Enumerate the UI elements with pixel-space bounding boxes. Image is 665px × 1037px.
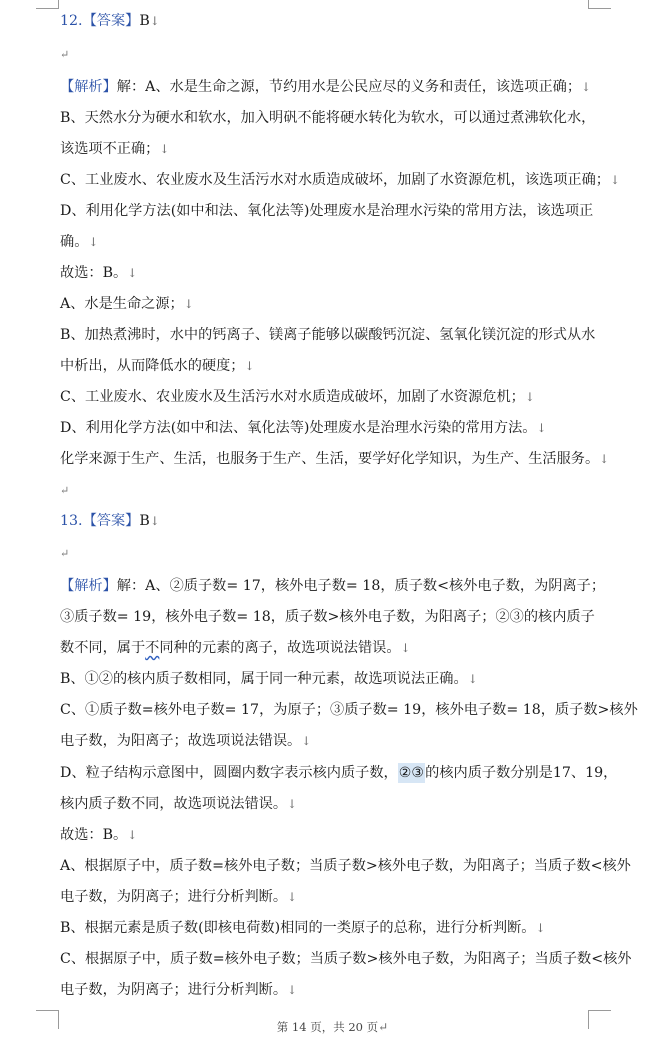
q12-text-line: 中析出，从而降低水的硬度；↓ bbox=[60, 358, 255, 374]
empty-paragraph-mark: ↵ bbox=[60, 48, 70, 61]
q13-text-line: B、根据元素是质子数(即核电荷数)相同的一类原子的总称，进行分析判断。↓ bbox=[60, 920, 546, 936]
q13-text-line: C、①质子数=核外电子数= 17，为原子；③质子数= 19，核外电子数= 18，质子数>核外 bbox=[60, 702, 638, 718]
q13-text-line: 电子数，为阴离子；进行分析判断。↓ bbox=[60, 889, 298, 905]
q12-text-line: 该选项不正确；↓ bbox=[60, 141, 170, 157]
crop-mark-top-right bbox=[588, 0, 611, 9]
q13-text-line: 核内质子数不同，故选项说法错误。↓ bbox=[60, 796, 298, 812]
q12-text-line: A、水是生命之源；↓ bbox=[60, 296, 194, 312]
spellcheck-underline: 不 bbox=[145, 640, 160, 656]
q12-text-line: D、利用化学方法(如中和法、氧化法等)处理废水是治理水污染的常用方法。↓ bbox=[60, 420, 547, 436]
empty-paragraph-mark: ↵ bbox=[60, 484, 70, 497]
q13-text-line: B、①②的核内质子数相同，属于同一种元素，故选项说法正确。↓ bbox=[60, 671, 478, 687]
page-footer: 第 14 页，共 20 页↵ bbox=[276, 1020, 389, 1034]
q13-answer-line: 13.【答案】B↓ bbox=[60, 513, 160, 529]
q13-text-line: 电子数，为阴离子；进行分析判断。↓ bbox=[60, 982, 298, 998]
q12-analysis-line: 【解析】解：A、水是生命之源，节约用水是公民应尽的义务和责任，该选项正确；↓ bbox=[60, 79, 592, 95]
q13-text-line: 数不同，属于不同种的元素的离子，故选项说法错误。↓ bbox=[60, 640, 411, 656]
q12-text-line: C、工业废水、农业废水及生活污水对水质造成破坏，加剧了水资源危机；↓ bbox=[60, 389, 535, 405]
q13-text-line: C、根据原子中，质子数=核外电子数；当质子数>核外电子数，为阳离子；当质子数<核外 bbox=[60, 951, 632, 967]
q12-text-line: 化学来源于生产、生活，也服务于生产、生活，要学好化学知识，为生产、生活服务。↓ bbox=[60, 451, 610, 467]
q13-text-line: ③质子数= 19，核外电子数= 18，质子数>核外电子数，为阳离子；②③的核内质子 bbox=[60, 609, 595, 625]
crop-mark-top-left bbox=[36, 0, 59, 9]
q13-text-line: 故选：B。↓ bbox=[60, 827, 138, 843]
q12-answer-line: 12.【答案】B↓ bbox=[60, 13, 160, 29]
q13-text-line: D、粒子结构示意图中，圆圈内数字表示核内质子数，②③的核内质子数分别是17、19， bbox=[60, 765, 618, 781]
q12-text-line: B、加热煮沸时，水中的钙离子、镁离子能够以碳酸钙沉淀、氢氧化镁沉淀的形式从水 bbox=[60, 327, 596, 343]
q13-text-line: 电子数，为阳离子；故选项说法错误。↓ bbox=[60, 733, 312, 749]
q13-analysis-line: 【解析】解：A、②质子数= 17，核外电子数= 18，质子数<核外电子数，为阴离子； bbox=[60, 578, 606, 594]
selection-highlight[interactable]: ②③ bbox=[398, 765, 425, 781]
q12-text-line: 确。↓ bbox=[60, 234, 99, 250]
q12-text-line: D、利用化学方法(如中和法、氧化法等)处理废水是治理水污染的常用方法，该选项正 bbox=[60, 203, 594, 219]
q12-text-line: B、天然水分为硬水和软水，加入明矾不能将硬水转化为软水，可以通过煮沸软化水， bbox=[60, 110, 596, 126]
q12-text-line: C、工业废水、农业废水及生活污水对水质造成破坏，加剧了水资源危机，该选项正确；↓ bbox=[60, 172, 621, 188]
q12-text-line: 故选：B。↓ bbox=[60, 265, 138, 281]
q13-text-line: A、根据原子中，质子数=核外电子数；当质子数>核外电子数，为阳离子；当质子数<核外 bbox=[60, 858, 631, 874]
empty-paragraph-mark: ↵ bbox=[60, 547, 70, 560]
